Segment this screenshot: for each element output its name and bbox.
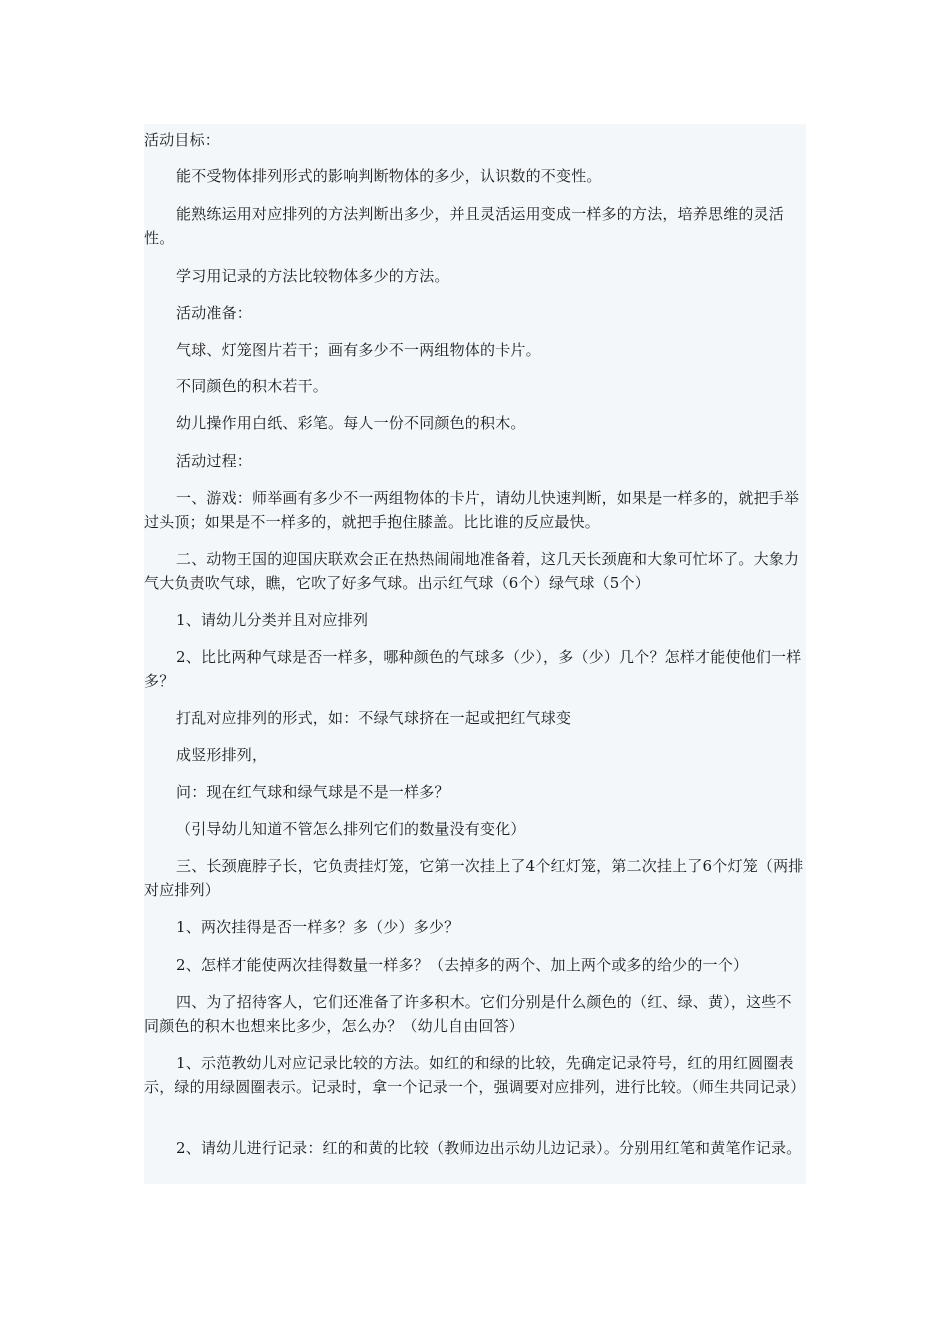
lesson-plan-text-block	[144, 124, 806, 1184]
paragraph-blocks-step-2: 2、请幼儿进行记录：红的和黄的比较（教师边出示幼儿边记录）。分别用红笔和黄笔作记录。	[176, 1139, 802, 1157]
paragraph-lanterns-step-1: 1、两次挂得是否一样多？多（少）多少？	[176, 918, 460, 936]
paragraph-rearrange: 打乱对应排列的形式，如：不绿气球挤在一起或把红气球变	[176, 709, 572, 727]
paragraph-vertical: 成竖形排列，	[176, 746, 268, 764]
heading-activity-process: 活动过程：	[176, 452, 253, 470]
paragraph-goal-2: 能熟练运用对应排列的方法判断出多少，并且灵活运用变成一样多的方法，培养思维的灵活性。	[144, 205, 785, 247]
paragraph-balloons-step-1: 1、请幼儿分类并且对应排列	[176, 611, 369, 629]
paragraph-preparation-1: 气球、灯笼图片若干；画有多少不一两组物体的卡片。	[176, 341, 541, 359]
paragraph-preparation-3: 幼儿操作用白纸、彩笔。每人一份不同颜色的积木。	[176, 414, 526, 432]
paragraph-process-balloons: 二、动物王国的迎国庆联欢会正在热热闹闹地准备着，这几天长颈鹿和大象可忙坏了。大象力气大负责吹气球，瞧，它吹了好多气球。出示红气球（6个）绿气球（5个）	[144, 550, 800, 592]
paragraph-process-game: 一、游戏：师举画有多少不一两组物体的卡片，请幼儿快速判断，如果是一样多的，就把手举过头顶；如果是不一样多的，就把手抱住膝盖。比比谁的反应最快。	[144, 489, 800, 531]
paragraph-preparation-2: 不同颜色的积木若干。	[176, 377, 329, 395]
paragraph-lanterns-step-2: 2、怎样才能使两次挂得数量一样多？（去掉多的两个、加上两个或多的给少的一个）	[176, 956, 749, 974]
heading-activity-preparation: 活动准备：	[176, 304, 253, 322]
paragraph-blocks-step-1: 1、示范教幼儿对应记录比较的方法。如红的和绿的比较，先确定记录符号，红的用红圆圈表示，绿的用绿圆圈表示。记录时，拿一个记录一个，强调要对应排列，进行比较。（师生共同记录）	[144, 1054, 806, 1096]
paragraph-balloons-step-2: 2、比比两种气球是否一样多，哪种颜色的气球多（少），多（少）几个？怎样才能使他们一样多？	[144, 648, 802, 690]
paragraph-process-blocks: 四、为了招待客人，它们还准备了许多积木。它们分别是什么颜色的（红、绿、黄），这些不同颜色的积木也想来比多少，怎么办？（幼儿自由回答）	[144, 993, 792, 1035]
paragraph-goal-1: 能不受物体排列形式的影响判断物体的多少，认识数的不变性。	[176, 167, 602, 185]
paragraph-question: 问：现在红气球和绿气球是不是一样多？	[176, 783, 450, 801]
paragraph-process-lanterns: 三、长颈鹿脖子长，它负责挂灯笼，它第一次挂上了4个红灯笼，第二次挂上了6个灯笼（两排对应排列）	[144, 857, 804, 899]
paragraph-guide-note: （引导幼儿知道不管怎么排列它们的数量没有变化）	[176, 820, 526, 838]
heading-activity-goals: 活动目标：	[144, 131, 221, 149]
paragraph-goal-3: 学习用记录的方法比较物体多少的方法。	[176, 267, 450, 285]
